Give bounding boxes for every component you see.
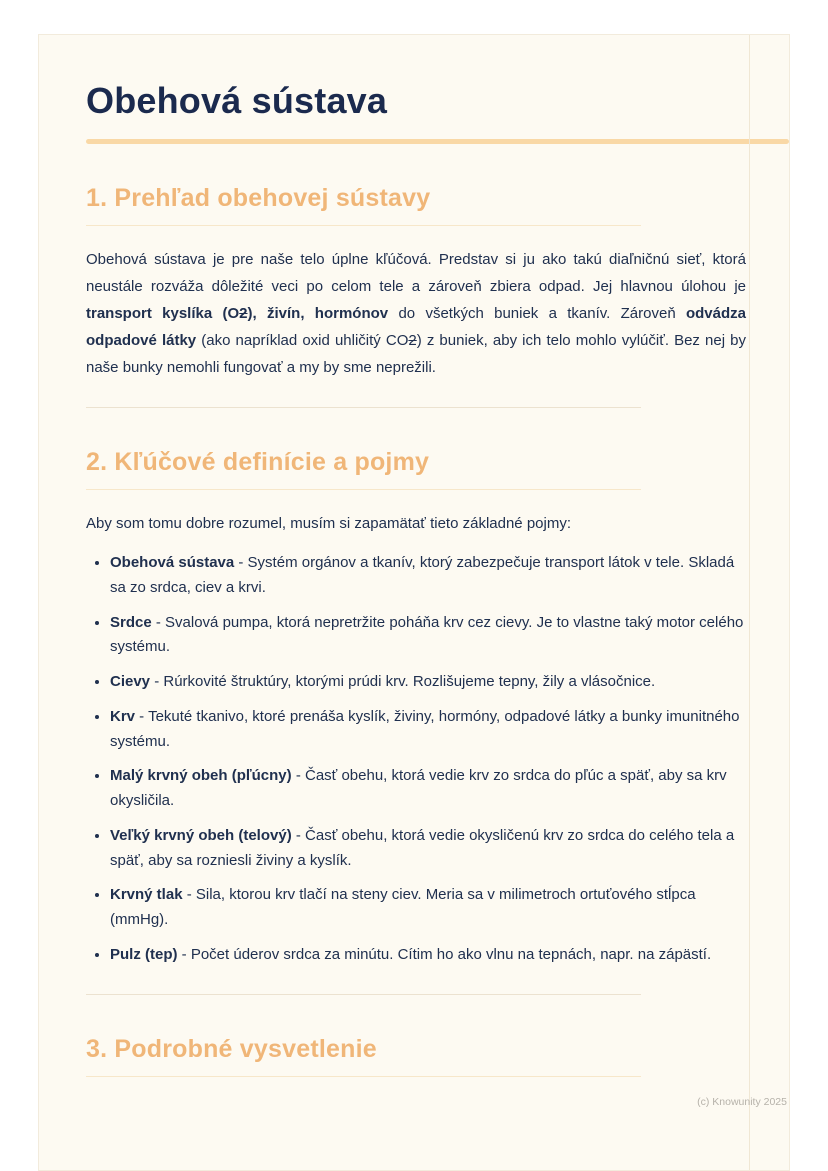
term-label: Obehová sústava xyxy=(110,554,235,571)
page-title: Obehová sústava xyxy=(86,80,388,121)
list-item xyxy=(110,943,746,968)
section-1-paragraph xyxy=(86,246,746,381)
term-label: Pulz (tep) xyxy=(110,945,178,963)
list-item xyxy=(110,705,746,755)
term-label: Veľký krvný obeh (telový) xyxy=(110,826,292,844)
paragraph-segment-bold: ), živín, hormónov xyxy=(247,305,389,322)
section-1-heading-rule xyxy=(86,225,641,226)
paragraph-segment: (ako napríklad oxid uhličitý CO xyxy=(196,332,409,349)
term-description: - Časť obehu, ktorá vedie okysličenú krv zo srdca do celého tela a späť, aby sa rozniesli živiny a kyslík. xyxy=(110,826,735,869)
term-description: - Svalová pumpa, ktorá nepretržite poháňa krv cez cievy. Je to vlastne taký motor celého systému. xyxy=(110,613,744,656)
list-item xyxy=(110,764,746,814)
section-2-heading: 2. Kľúčové definície a pojmy xyxy=(86,448,430,476)
term-description: - Počet úderov srdca za minútu. Cítim ho ako vlnu na tepnách, napr. na zápästí. xyxy=(177,945,712,963)
definitions-intro: Aby som tomu dobre rozumel, musím si zapamätať tieto základné pojmy: xyxy=(86,515,571,532)
paragraph-segment: ) z buniek, aby ich telo mohlo vylúčiť. Bez nej by naše bunky nemohli fungovať a my by sme neprežili. xyxy=(86,332,746,376)
term-description: - Rúrkovité štruktúry, ktorými prúdi krv. Rozlišujeme tepny, žily a vlásočnice. xyxy=(150,673,656,690)
term-description: - Tekuté tkanivo, ktoré prenáša kyslík, živiny, hormóny, odpadové látky a bunky imunitného systému. xyxy=(110,707,740,750)
section-divider xyxy=(86,994,641,995)
title-rule xyxy=(86,139,789,144)
section-1-heading: 1. Prehľad obehovej sústavy xyxy=(86,184,431,212)
section-3-heading-rule xyxy=(86,1076,641,1077)
term-label: Krv xyxy=(110,707,136,725)
paragraph-segment-bold: odvádza odpadové látky xyxy=(86,305,746,349)
term-description: - Sila, ktorou krv tlačí na steny ciev. Meria sa v milimetroch ortuťového stĺpca (mmHg). xyxy=(110,886,696,928)
section-divider xyxy=(86,407,641,408)
paragraph-segment-bold: transport kyslíka (O xyxy=(86,305,240,322)
section-2-heading-rule xyxy=(86,489,641,490)
list-item xyxy=(110,551,746,601)
list-item xyxy=(110,611,746,661)
footer-credit: (c) Knowunity 2025 xyxy=(697,1096,787,1108)
paragraph-segment: Obehová sústava je pre naše telo úplne kľúčová. Predstav si ju ako takú diaľničnú sieť, ktorá neustále rozváža dôležité veci po celom tele a zároveň zbiera odpad. Jej hlavnou úlohou je xyxy=(86,251,746,295)
definitions-list xyxy=(86,551,746,968)
document-page xyxy=(38,34,790,1171)
term-label: Cievy xyxy=(110,673,151,690)
list-item xyxy=(110,883,746,933)
list-item xyxy=(110,824,746,874)
paragraph-segment: do všetkých buniek a tkanív. Zároveň xyxy=(388,305,686,322)
page-ruled-line xyxy=(749,35,750,1170)
term-description: - Systém orgánov a tkanív, ktorý zabezpečuje transport látok v tele. Skladá sa zo srdca, ciev a krvi. xyxy=(110,554,735,596)
list-item xyxy=(110,670,746,695)
term-description: - Časť obehu, ktorá vedie krv zo srdca do pľúc a späť, aby sa krv okysličila. xyxy=(110,767,727,809)
term-label: Krvný tlak xyxy=(110,886,183,904)
paragraph-segment-bold-strike: 2 xyxy=(239,305,248,322)
paragraph-segment-strike: 2 xyxy=(408,332,417,349)
term-label: Malý krvný obeh (pľúcny) xyxy=(110,767,292,785)
section-3-heading: 3. Podrobné vysvetlenie xyxy=(86,1034,377,1063)
term-label: Srdce xyxy=(110,613,152,631)
